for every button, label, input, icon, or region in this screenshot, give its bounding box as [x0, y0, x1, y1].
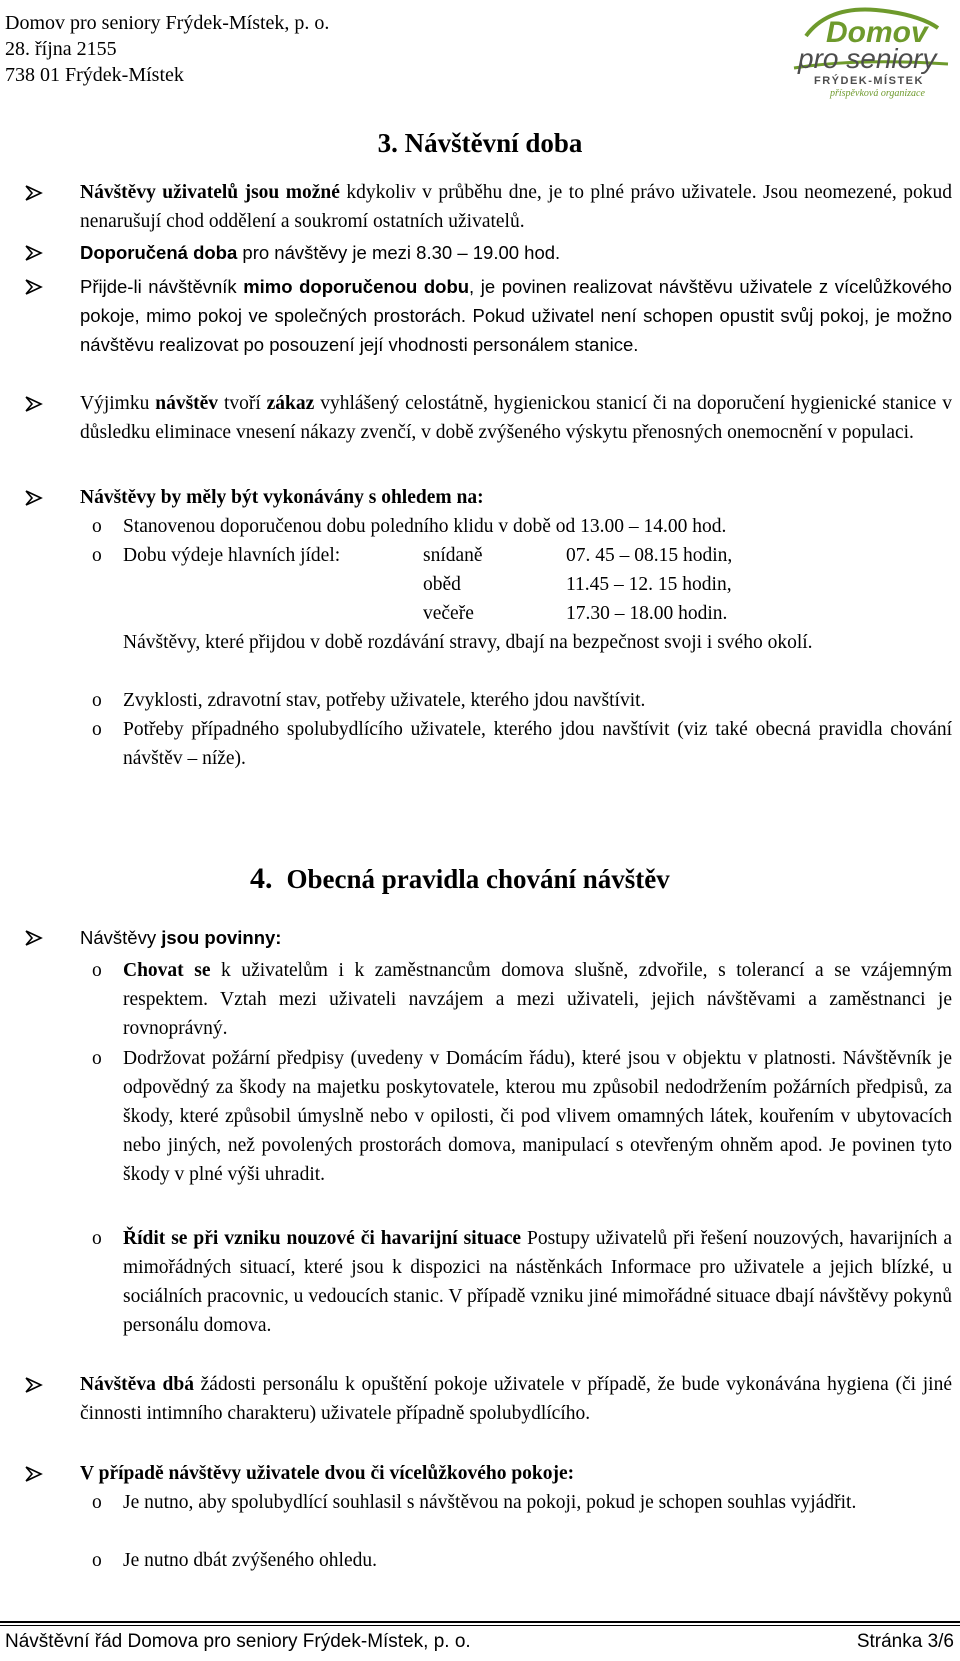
visiting-rights-paragraph: Návštěvy uživatelů jsou možné kdykoliv v průběhu dne, je to plné právo uživatele. Jsou neomezené, pokud nenarušují chod oddělení a soukromí ostatních uživatelů. — [80, 182, 952, 232]
visit-ban-paragraph: Výjimku návštěv tvoří zákaz vyhlášený celostátně, hygienickou stanicí či na doporučení hygienické stanice v důsledku eliminace vnesení nákazy zvenčí, v době zvýšeného výskytu přenosných onemocnění v populaci. — [80, 393, 952, 443]
sub-item-roommate-needs: o Potřeby případného spolubydlícího uživatele, kterého jdou navštívit (viz také obecná pravidla chování návštěv – níže). — [92, 719, 952, 769]
sub-item-quiet-time: o Stanovenou doporučenou dobu poledního klidu v době od 13.00 – 14.00 hod. — [92, 516, 727, 537]
svg-text:FRÝDEK-MÍSTEK: FRÝDEK-MÍSTEK — [814, 75, 924, 87]
footer-divider — [0, 1625, 960, 1626]
org-name: Domov pro seniory Frýdek-Místek, p. o. — [5, 12, 330, 34]
footer-document-title: Návštěvní řád Domova pro seniory Frýdek-Místek, p. o. — [5, 1631, 471, 1652]
meal-time: 07. 45 – 08.15 hodin, — [566, 545, 733, 566]
shared-room-heading: V případě návštěvy uživatele dvou či vícelůžkového pokoje: — [80, 1463, 575, 1484]
org-street: 28. října 2155 — [5, 38, 117, 60]
sub-item-habits: o Zvyklosti, zdravotní stav, potřeby uživatele, kterého jdou navštívit. — [92, 690, 646, 711]
visitors-obligations-heading: Návštěvy jsou povinny: — [80, 927, 282, 948]
sub-item-emergency: o Řídit se při vzniku nouzové či havarijní situace Postupy uživatelů při řešení nouzových, havarijních a mimořádných situací, které jsou k dispozici na nástěnkách Informace pro uživatele a jejich blízké, u sociálních pracovnic, u vedoucích stanic. V případě vzniku jiné mimořádné situace dbají návštěvy pokynů personálu domova. — [92, 1228, 952, 1336]
arrow-bullet-icon — [24, 1376, 44, 1394]
sub-item-consideration: o Je nutno dbát zvýšeného ohledu. — [92, 1550, 377, 1571]
footer-page-number: Stránka 3/6 — [856, 1631, 954, 1652]
header-address — [5, 10, 329, 88]
sub-item-fire-rules: o Dodržovat požární předpisy (uvedeny v Domácím řádu), které jsou v objektu v platnosti. Návštěvník je odpovědný za škody na majetku poskytovatele, kterou mu způsobil nedodržením požárních předpisů, za škody, které způsobil úmyslně nebo v opilosti, či pod vlivem omamných látek, kouřením v ubytovacích nebo jiných, než povolených prostorách domova, manipulací s otevřeným ohněm apod. Je povinen tyto škody v plné výši uhradit. — [92, 1048, 952, 1185]
meal-name: oběd — [423, 574, 461, 595]
meal-name: večeře — [423, 603, 474, 624]
meal-name: snídaně — [423, 545, 483, 566]
arrow-bullet-icon — [24, 929, 44, 947]
recommended-time-paragraph: Doporučená doba pro návštěvy je mezi 8.30 – 19.00 hod. — [80, 242, 561, 263]
sub-item-meal-times: o Dobu výdeje hlavních jídel: — [92, 545, 341, 566]
outside-hours-paragraph: Přijde-li návštěvník mimo doporučenou dobu, je povinen realizovat návštěvu uživatele z vícelůžkového pokoje, mimo pokoj ve společných prostorách. Pokud uživatel není schopen opustit svůj pokoj, je možno návštěvu realizovat po posouzení její vhodnosti personálem stanice. — [80, 276, 952, 355]
arrow-bullet-icon — [24, 184, 44, 202]
svg-text:Domov: Domov — [826, 16, 928, 49]
footer-divider — [0, 1621, 960, 1623]
organization-logo — [788, 6, 953, 106]
sub-item-roommate-consent: o Je nutno, aby spolubydlící souhlasil s návštěvou na pokoji, pokud je schopen souhlas vyjádřit. — [92, 1492, 857, 1513]
svg-text:příspěvková organizace: příspěvková organizace — [830, 88, 925, 99]
arrow-bullet-icon — [24, 1465, 44, 1483]
meal-time: 17.30 – 18.00 hodin. — [566, 603, 728, 624]
arrow-bullet-icon — [24, 489, 44, 507]
visit-considerations-heading: Návštěvy by měly být vykonávány s ohledem na: — [80, 487, 484, 508]
arrow-bullet-icon — [24, 244, 44, 262]
section-3-heading: 3. Návštěvní doba — [377, 128, 583, 158]
org-city: 738 01 Frýdek-Místek — [5, 64, 184, 86]
svg-text:pro seniory: pro seniory — [798, 43, 937, 74]
meal-time-note: Návštěvy, které přijdou v době rozdávání stravy, dbají na bezpečnost svoji i svého okolí. — [123, 632, 813, 653]
sub-item-behave: o Chovat se k uživatelům i k zaměstnancům domova slušně, zdvořile, s tolerancí a se vzájemným respektem. Vztah mezi uživateli navzájem a mezi uživateli, jejich návštěvami a zaměstnanci je rovnoprávný. — [92, 960, 952, 1039]
section-4-heading: 4. Obecná pravidla chování návštěv — [250, 862, 670, 895]
arrow-bullet-icon — [24, 278, 44, 296]
hygiene-paragraph: Návštěva dbá žádosti personálu k opuštění pokoje uživatele v případě, že bude vykonávána hygiena (či jiné činnosti intimního charakteru) uživatele případně spolubydlícího. — [80, 1374, 952, 1424]
meal-time: 11.45 – 12. 15 hodin, — [566, 574, 732, 595]
arrow-bullet-icon — [24, 395, 44, 413]
